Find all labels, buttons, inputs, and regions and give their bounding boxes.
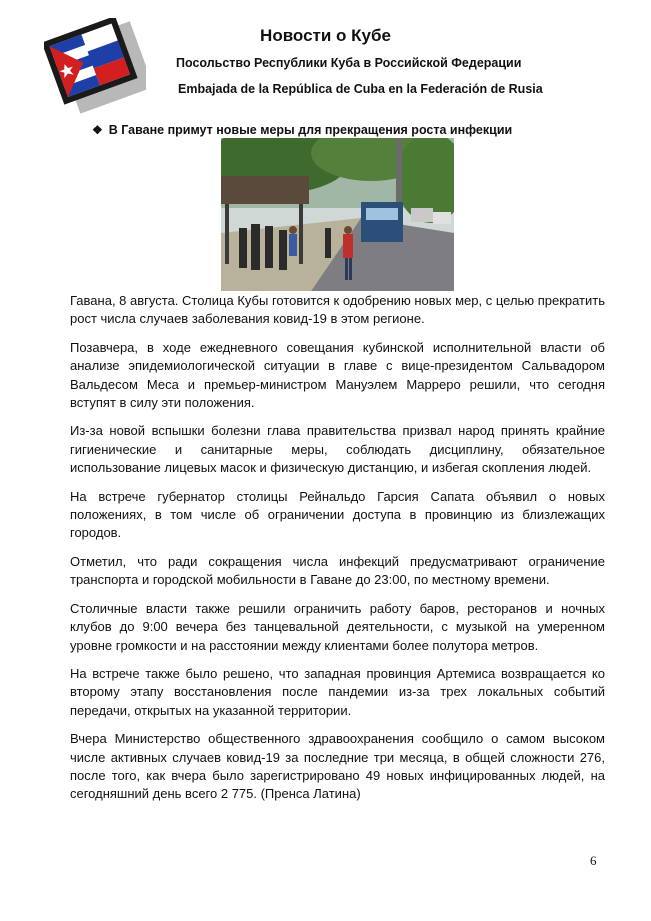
article-paragraph: Из-за новой вспышки болезни глава правительства призвал народ принять крайние гигиенические и санитарные меры, соблюдать дисциплину, обязательное использование лицевых масок и физическую дистанцию, и избегая скопления людей. [70, 423, 605, 476]
headline-text: В Гаване примут новые меры для прекращения роста инфекции [108, 123, 513, 137]
article-paragraph: На встрече также было решено, что западная провинция Артемиса возвращается ко второму этапу восстановления после пандемии из-за трех локальных событий передачи, открытых на указанной территории. [70, 665, 605, 718]
page-title: Новости о Кубе [260, 26, 391, 45]
article-paragraph: На встрече губернатор столицы Рейнальдо Гарсия Сапата объявил о новых положениях, в том числе об ограничении доступа в провинцию из близлежащих городов. [70, 488, 605, 541]
embassy-name-spanish: Embajada de la República de Cuba en la Federación de Rusia [178, 82, 543, 96]
article-headline [92, 123, 512, 137]
article-body [70, 292, 605, 814]
article-paragraph: Гавана, 8 августа. Столица Кубы готовится к одобрению новых мер, с целью прекратить рост числа случаев заболевания ковид-19 в этом регионе. [70, 293, 605, 327]
article-paragraph: Столичные власти также решили ограничить работу баров, ресторанов и ночных клубов до 9:00 вечера без танцевальной деятельности, с музыкой на умеренном уровне громкости и на расстоянии между клиентами более полутора метров. [70, 600, 605, 653]
embassy-name-russian: Посольство Республики Куба в Российской Федерации [176, 56, 522, 70]
article-paragraph: Вчера Министерство общественного здравоохранения сообщило о самом высоком числе активных случаев ковид-19 за последние три месяца, в общей сложности 276, после того, как вчера было зарегистрировано 49 новых инфицированных людей, на сегодняшний день всего 2 775. (Пренса Латина) [70, 731, 605, 802]
havana-street-photo [221, 138, 454, 291]
article-paragraph: Позавчера, в ходе ежедневного совещания кубинской исполнительной власти об анализе эпидемиологической ситуации в главе с вице-президентом Сальвадором Вальдесом Меса и премьер-министром Мануэлем Марреро решили, что сегодня вступят в силу эти положения. [70, 339, 605, 411]
diamond-bullet-icon: ❖ [92, 123, 103, 137]
page-number: 6 [590, 853, 597, 868]
article-paragraph: Отметил, что ради сокращения числа инфекций предусматривают ограничение транспорта и городской мобильности в Гаване до 23:00, по местному времени. [70, 553, 605, 588]
